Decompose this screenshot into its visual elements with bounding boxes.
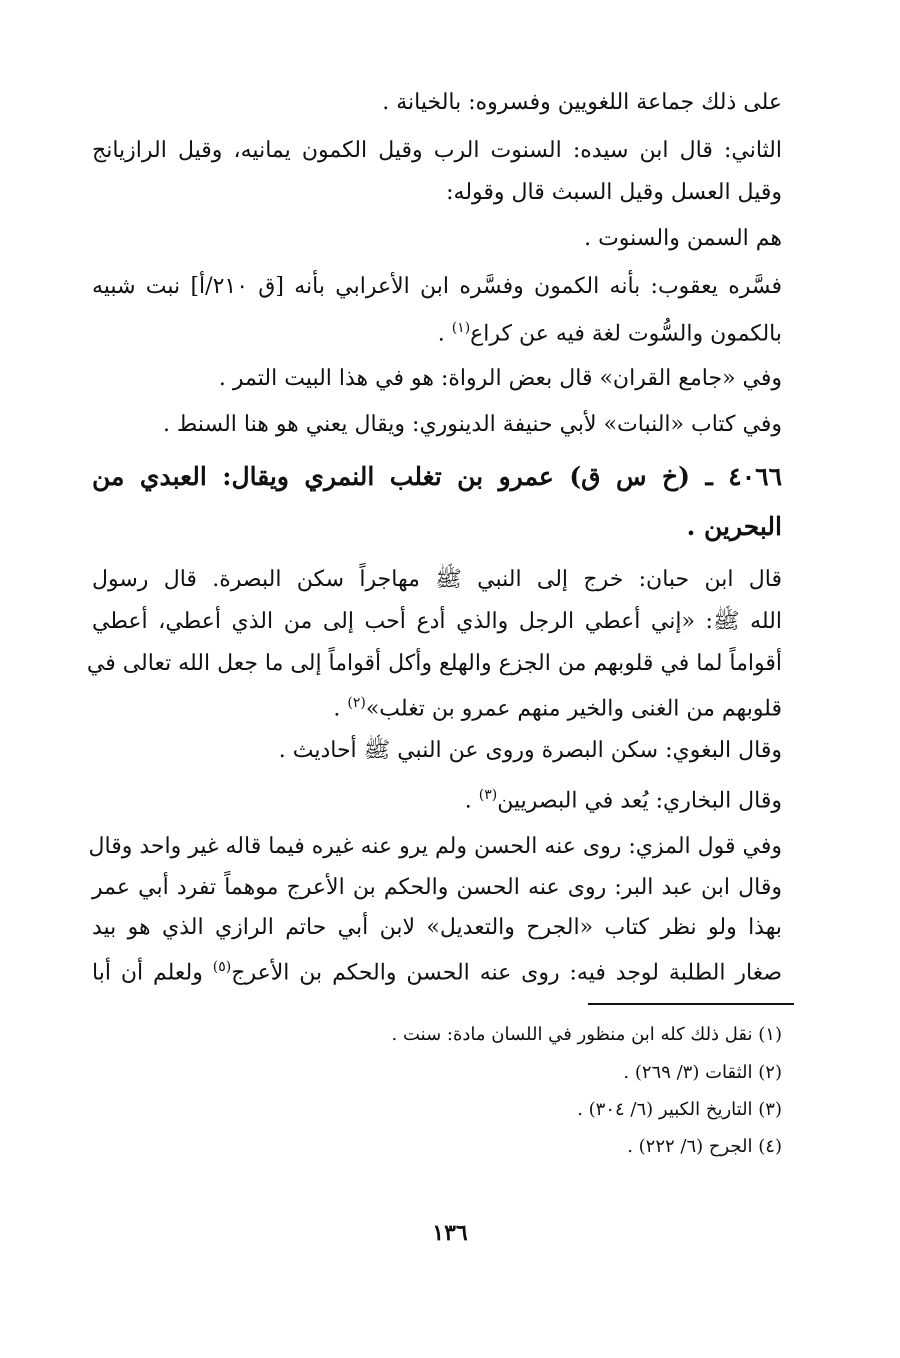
text-line-6-body: بالكمون والسُّوت لغة فيه عن كراع bbox=[470, 321, 782, 347]
footnote-ref-5: (٥) bbox=[212, 959, 232, 975]
text-line-3: وقيل العسل وقيل السبث قال وقوله: bbox=[446, 180, 782, 205]
footnote-3: (٣) التاريخ الكبير (٦/ ٣٠٤) . bbox=[577, 1099, 782, 1120]
text-line-13: وقال البغوي: سكن البصرة وروى عن النبي ﷺ أحاديث . bbox=[278, 738, 782, 763]
footnote-4: (٤) الجرح (٦/ ٢٢٢) . bbox=[627, 1136, 782, 1157]
text-line-2: الثاني: قال ابن سيده: السنوت الرب وقيل الكمون يمانيه، وقيل الرازيانج bbox=[92, 138, 782, 163]
footnote-ref-3: (٣) bbox=[478, 787, 498, 803]
entry-heading: ٤٠٦٦ ـ (خ س ق) عمرو بن تغلب النمري ويقال: العبدي من bbox=[92, 462, 782, 491]
entry-heading-cont: البحرين . bbox=[686, 512, 782, 541]
text-line-15: وفي قول المزي: روى عنه الحسن ولم يرو عنه غيره فيما قاله غير واحد وقال bbox=[88, 834, 782, 859]
page-number: ١٣٦ bbox=[432, 1220, 468, 1246]
text-line-6-end: . bbox=[437, 321, 445, 347]
text-line-12 bbox=[92, 688, 782, 724]
footnote-divider bbox=[588, 1003, 794, 1005]
text-line-16: وقال ابن عبد البر: روى عنه الحسن والحكم بن الأعرج موهماً تفرد أبي عمر bbox=[92, 875, 782, 900]
text-line-5: فسَّره يعقوب: بأنه الكمون وفسَّره ابن الأعرابي بأنه [ق ٢١٠/أ] نبت شبيه bbox=[92, 274, 783, 299]
text-line-14-end: . bbox=[464, 788, 472, 814]
text-line-14 bbox=[92, 780, 782, 816]
text-line-8: وفي كتاب «النبات» لأبي حنيفة الدينوري: ويقال يعني هو هنا السنط . bbox=[162, 412, 782, 437]
text-line-18-body: صغار الطلبة لوجد فيه: روى عنه الحسن والحكم بن الأعرج bbox=[231, 960, 783, 986]
footnote-ref-1: (١) bbox=[451, 320, 471, 336]
text-line-1: على ذلك جماعة اللغويين وفسروه: بالخيانة . bbox=[382, 90, 782, 115]
text-line-18 bbox=[92, 952, 782, 988]
footnote-ref-2: (٢) bbox=[347, 695, 366, 711]
text-line-10: الله ﷺ: «إني أعطي الرجل والذي أدع أحب إلى من الذي أعطي، أعطي bbox=[92, 609, 782, 634]
text-line-14-body: وقال البخاري: يُعد في البصريين bbox=[497, 788, 782, 814]
text-line-12-body: قلوبهم من الغنى والخير منهم عمرو بن تغلب» bbox=[365, 696, 782, 722]
text-line-11: أقواماً لما في قلوبهم من الجزع والهلع وأكل أقواماً إلى ما جعل الله تعالى في bbox=[86, 651, 782, 676]
text-line-18-end: ولعلم أن أبا bbox=[92, 960, 203, 986]
footnote-1: (١) نقل ذلك كله ابن منظور في اللسان مادة: سنت . bbox=[391, 1024, 782, 1045]
text-line-4: هم السمن والسنوت . bbox=[584, 226, 782, 251]
text-line-12-end: . bbox=[333, 696, 341, 722]
text-line-6 bbox=[92, 313, 782, 349]
text-line-7: وفي «جامع القران» قال بعض الرواة: هو في هذا البيت التمر . bbox=[218, 366, 782, 391]
footnote-2: (٢) الثقات (٣/ ٢٦٩) . bbox=[623, 1062, 782, 1083]
text-line-17: بهذا ولو نظر كتاب «الجرح والتعديل» لابن أبي حاتم الرازي الذي هو بيد bbox=[92, 915, 782, 940]
text-line-9: قال ابن حبان: خرج إلى النبي ﷺ مهاجراً سكن البصرة. قال رسول bbox=[92, 567, 782, 592]
